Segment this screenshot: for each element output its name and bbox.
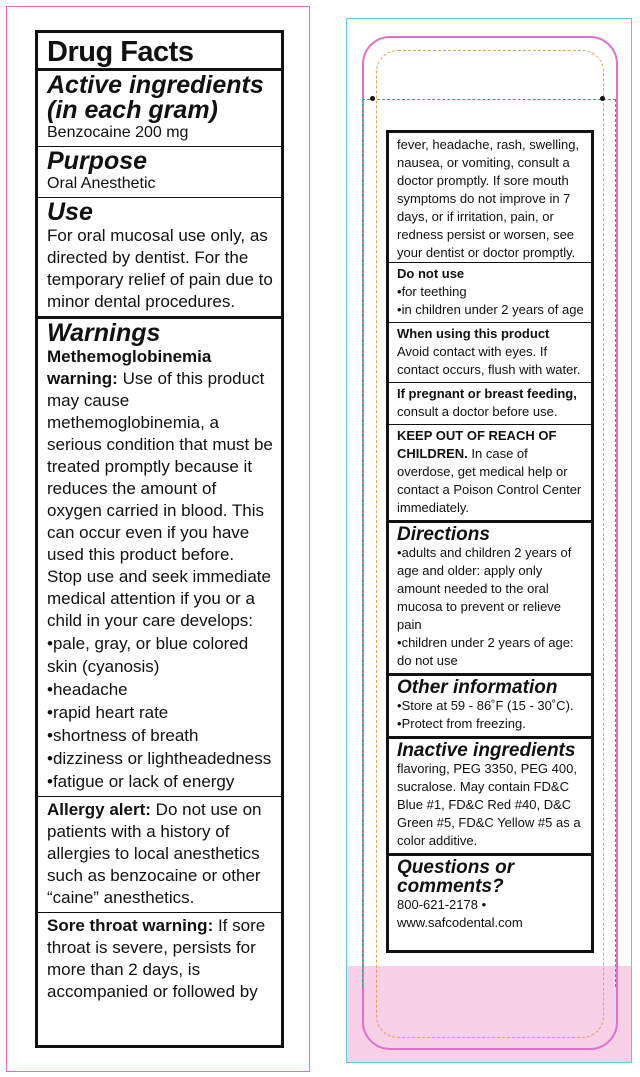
allergy-alert-section bbox=[38, 796, 281, 912]
inactive-ingredients-section bbox=[389, 736, 591, 853]
purpose-value: Oral Anesthetic bbox=[47, 175, 156, 192]
drug-facts-title: Drug Facts bbox=[47, 36, 194, 68]
continued-warning-text: fever, headache, rash, swelling, nausea, or vomiting, consult a doctor promptly. If sore mouth symptoms do not improve in 7 days, or if irritation, pain, or redness persist or worsen, see your dentist or doctor promptly. bbox=[397, 137, 580, 260]
list-item: • for teething bbox=[397, 283, 585, 301]
directions-section bbox=[389, 520, 591, 673]
list-item: • Protect from freezing. bbox=[397, 715, 585, 733]
other-information-section bbox=[389, 673, 591, 736]
list-item: • adults and children 2 years of age and older: apply only amount needed to the oral mucosa to prevent or relieve pain bbox=[397, 544, 585, 634]
purpose-section bbox=[38, 146, 281, 197]
allergy-label: Allergy alert: bbox=[47, 800, 151, 819]
pregnancy-section bbox=[389, 382, 591, 424]
warnings-heading: Warnings bbox=[47, 319, 161, 347]
meth-warning-label: Methemoglobinemia warning: bbox=[47, 347, 212, 388]
keep-out-label: KEEP OUT OF REACH OF CHILDREN. bbox=[397, 428, 557, 461]
pregnancy-warning bbox=[397, 385, 585, 421]
questions-section bbox=[389, 853, 591, 935]
pregnancy-text: consult a doctor before use. bbox=[397, 404, 558, 419]
sore-throat-label: Sore throat warning: bbox=[47, 916, 214, 935]
list-item: • dizziness or lightheadedness bbox=[47, 747, 273, 770]
directions-list bbox=[397, 544, 585, 670]
pregnancy-label: If pregnant or breast feeding, bbox=[397, 386, 577, 401]
when-using-text: Avoid contact with eyes. If contact occurs, flush with water. bbox=[397, 344, 581, 377]
use-section bbox=[38, 197, 281, 316]
active-ingredients-heading: Active ingredients (in each gram) bbox=[47, 71, 264, 124]
meth-warning bbox=[47, 346, 273, 632]
registration-dot bbox=[370, 96, 375, 101]
other-information-heading: Other information bbox=[397, 677, 558, 698]
keep-out-section bbox=[389, 424, 591, 520]
keep-out-text: In case of overdose, get medical help or contact a Poison Control Center immediately. bbox=[397, 446, 582, 515]
allergy-text: Do not use on patients with a history of allergies to local anesthetics such as benzocaine or other “caine” anesthetics. bbox=[47, 800, 262, 907]
sore-throat-section bbox=[38, 912, 281, 1006]
active-ingredient-value: Benzocaine 200 mg bbox=[47, 124, 189, 141]
drug-facts-box-right bbox=[386, 130, 594, 953]
allergy-alert bbox=[47, 799, 273, 909]
active-ingredients-section bbox=[38, 68, 281, 146]
when-using-section bbox=[389, 322, 591, 382]
inactive-ingredients-text: flavoring, PEG 3350, PEG 400, sucralose. May contain FD&C Blue #1, FD&C Red #40, D&C Green #5, FD&C Yellow #5 as a color additive. bbox=[397, 761, 581, 848]
registration-dot bbox=[600, 96, 605, 101]
list-item: • fatigue or lack of energy bbox=[47, 770, 273, 793]
keep-out-warning bbox=[397, 427, 585, 517]
sore-throat-warning bbox=[47, 915, 273, 1003]
warnings-section bbox=[38, 316, 281, 796]
do-not-use-section bbox=[389, 262, 591, 322]
website-url: www.safcodental.com bbox=[397, 915, 523, 930]
inactive-ingredients-heading: Inactive ingredients bbox=[397, 740, 576, 761]
phone-number: 800-621-2178 • bbox=[397, 897, 487, 912]
do-not-use-list bbox=[397, 283, 585, 319]
list-item: • children under 2 years of age: do not use bbox=[397, 634, 585, 670]
when-using-label: When using this product bbox=[397, 326, 550, 341]
purpose-heading: Purpose bbox=[47, 147, 148, 175]
meth-warning-text: Use of this product may cause methemoglobinemia, a serious condition that must be treated promptly because it reduces the amount of oxygen carried in blood. This can occur even if you have used this product before. Stop use and seek immediate medical attention if you or a child in your care develops: bbox=[47, 369, 273, 630]
other-information-list bbox=[397, 697, 585, 733]
list-item: • shortness of breath bbox=[47, 724, 273, 747]
questions-heading: Questions or comments? bbox=[397, 857, 515, 897]
use-text: For oral mucosal use only, as directed by dentist. For the temporary relief of pain due to minor dental procedures. bbox=[47, 226, 273, 311]
do-not-use-label: Do not use bbox=[397, 266, 465, 281]
list-item: • headache bbox=[47, 678, 273, 701]
list-item: • rapid heart rate bbox=[47, 701, 273, 724]
list-item: • pale, gray, or blue colored skin (cyanosis) bbox=[47, 632, 273, 678]
drug-facts-box-left bbox=[35, 30, 284, 1048]
meth-symptom-list bbox=[47, 632, 273, 793]
sore-throat-text: If sore throat is severe, persists for more than 2 days, is accompanied or followed by bbox=[47, 916, 266, 1001]
use-heading: Use bbox=[47, 198, 93, 226]
list-item: • in children under 2 years of age bbox=[397, 301, 585, 319]
list-item: • Store at 59 - 86˚F (15 - 30˚C). bbox=[397, 697, 585, 715]
directions-heading: Directions bbox=[397, 524, 490, 545]
